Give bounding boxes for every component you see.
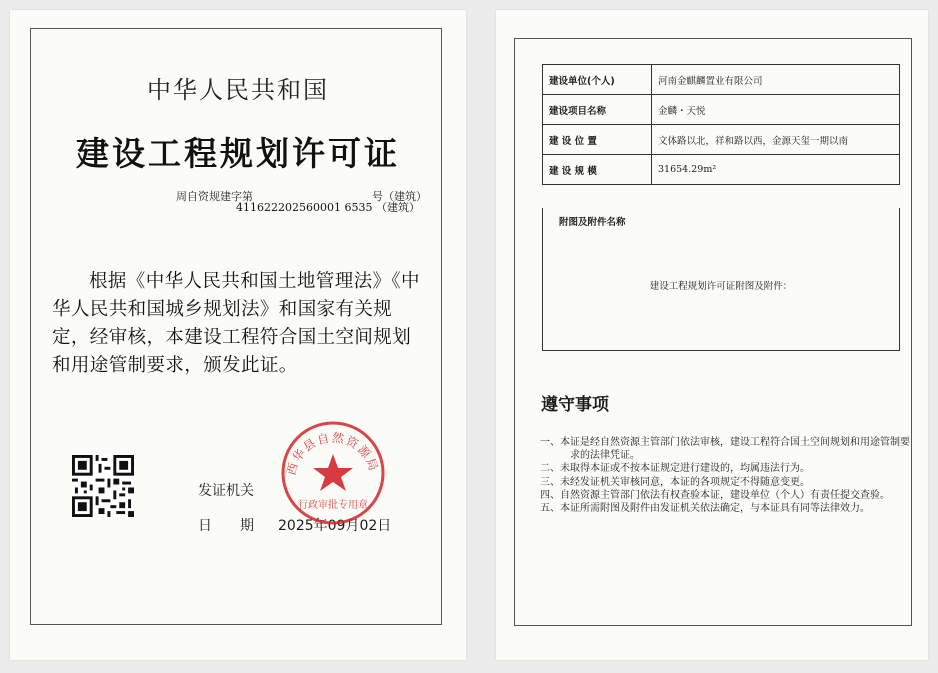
official-seal <box>280 420 386 526</box>
list-item: 三、未经发证机关审核同意，本证的各项规定不得随意变更。 <box>540 476 810 488</box>
doc-number-suffix: 号（建筑） <box>372 190 427 203</box>
certificate-statement: 根据《中华人民共和国土地管理法》《中华人民共和国城乡规划法》和国家有关规定，经审核，本建设工程符合国土空间规划和用途管制要求，颁发此证。 <box>52 271 420 376</box>
table-row <box>543 65 900 95</box>
attachments-note: 建设工程规划许可证附图及附件： <box>649 281 793 292</box>
row-value: 文体路以北，祥和路以西，金源天玺一期以南 <box>652 125 900 155</box>
list-item: 五、本证所需附图及附件由发证机关依法确定，与本证具有同等法律效力。 <box>540 503 870 515</box>
compliance-title: 遵守事项 <box>541 395 609 415</box>
doc-number-prefix: 周自资规建字第 <box>176 190 253 203</box>
list-item: 一、本证是经自然资源主管部门依法审核，建设工程符合国土空间规划和用途管制要求的法律凭证。 <box>540 437 910 462</box>
row-value: 31654.29m² <box>652 155 900 185</box>
doc-number: 411622202560001 6535 （建筑） <box>236 201 420 214</box>
seal-star-icon <box>313 454 353 491</box>
compliance-rules <box>540 436 912 515</box>
project-info-table <box>542 64 900 185</box>
row-key: 建 设 位 置 <box>543 125 652 155</box>
certificate-title: 建设工程规划许可证 <box>76 134 400 173</box>
attachments-section <box>542 208 900 351</box>
seal-subtext: 行政审批专用章 <box>298 500 368 511</box>
issuer-label: 发证机关 <box>198 483 254 499</box>
list-item: 四、自然资源主管部门依法有权查验本证，建设单位（个人）有责任提交查验。 <box>540 489 890 501</box>
table-row <box>543 155 900 185</box>
row-key: 建设单位(个人) <box>543 65 652 95</box>
row-value: 河南金麒麟置业有限公司 <box>652 65 900 95</box>
issue-date: 2025年09月02日 <box>278 518 392 534</box>
row-value: 金麟・天悦 <box>652 95 900 125</box>
qr-code <box>72 455 134 517</box>
table-row <box>543 95 900 125</box>
attachments-label: 附图及附件名称 <box>559 217 626 228</box>
table-row <box>543 125 900 155</box>
country-name: 中华人民共和国 <box>147 76 329 104</box>
list-item: 二、未取得本证或不按本证规定进行建设的，均属违法行为。 <box>540 463 810 475</box>
seal-text: 西华县自然资源局 <box>284 430 382 477</box>
date-label: 日 期 <box>198 518 254 534</box>
row-key: 建 设 规 模 <box>543 155 652 185</box>
row-key: 建设项目名称 <box>543 95 652 125</box>
